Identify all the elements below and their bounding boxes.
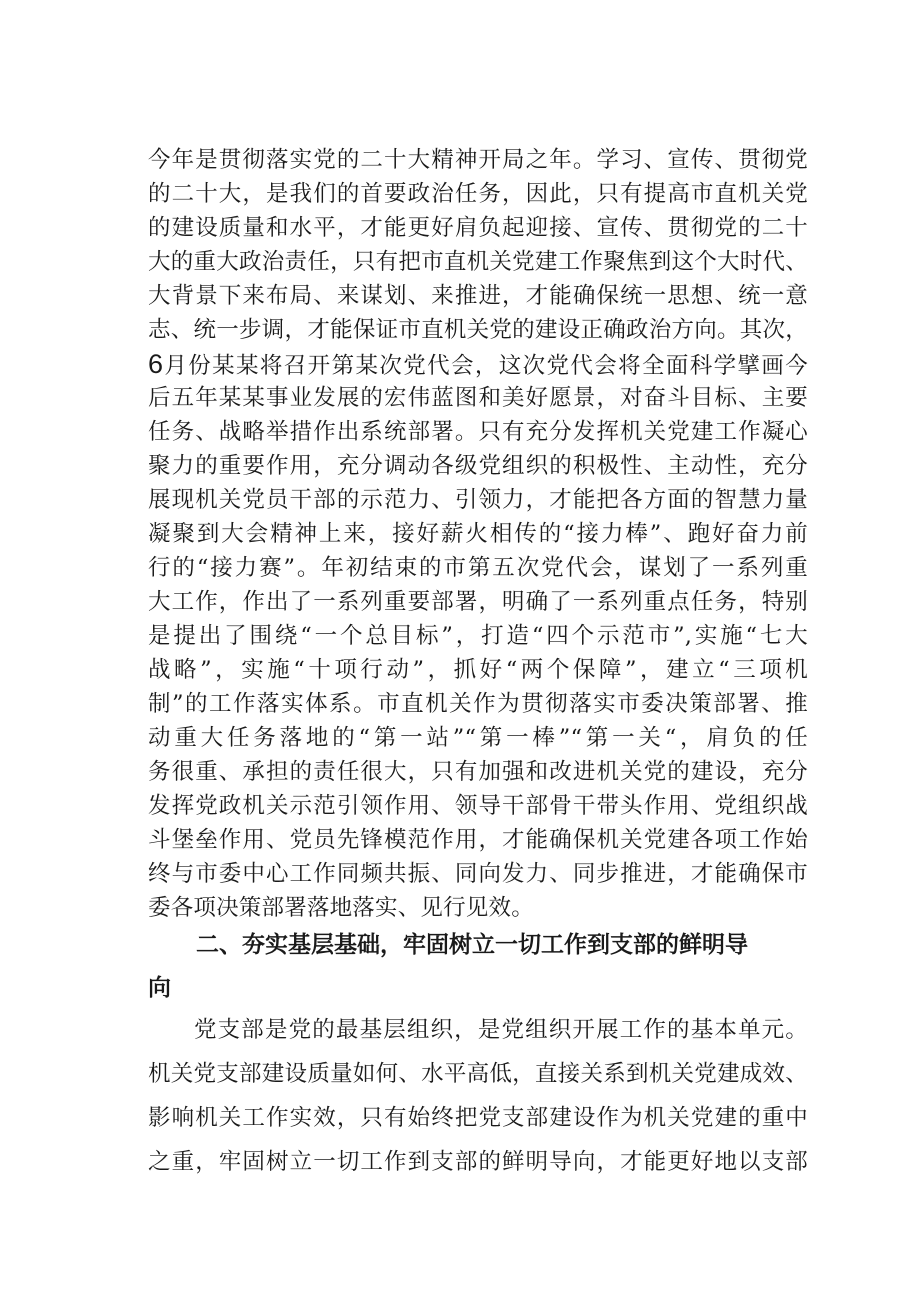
text-line: 斗堡垒作用、党员先锋模范作用，才能确保机关党建各项工作始: [148, 827, 808, 853]
section-heading: 二、夯实基层基础，牢固树立一切工作到支部的鲜明导: [196, 932, 748, 958]
text-line: 大工作，作出了一系列重要部署，明确了一系列重点任务，特别: [148, 589, 808, 615]
text-line: 行的“接力赛”。年初结束的市第五次党代会，谋划了一系列重: [148, 555, 808, 581]
text-line: 大的重大政治责任，只有把市直机关党建工作聚焦到这个大时代、: [148, 249, 808, 275]
month-numeral: 6: [148, 349, 164, 379]
text-line: 是提出了围绕“一个总目标”，打造“四个示范市”,实施“七大: [148, 623, 808, 649]
text-line: 动重大任务落地的“第一站”“第一棒”“第一关“，肩负的任: [148, 725, 808, 751]
text-line: 志、统一步调，才能保证市直机关党的建设正确政治方向。其次，: [148, 317, 808, 343]
text-line: 委各项决策部署落地落实、见行见效。: [148, 895, 534, 921]
text-line: 务很重、承担的责任很大，只有加强和改进机关党的建设，充分: [148, 759, 808, 785]
text-line: [148, 347, 808, 381]
text-line: 机关党支部建设质量如何、水平高低，直接关系到机关党建成效、: [148, 1061, 808, 1087]
text-line: 聚力的重要作用，充分调动各级党组织的积极性、主动性，充分: [148, 453, 808, 479]
text-line: 的建设质量和水平，才能更好肩负起迎接、宣传、贯彻党的二十: [148, 215, 808, 241]
text-line: 大背景下来布局、来谋划、来推进，才能确保统一思想、统一意: [148, 283, 808, 309]
text-line: 战略”，实施“十项行动”，抓好“两个保障”，建立“三项机: [148, 657, 808, 683]
text-line: 凝聚到大会精神上来，接好薪火相传的“接力棒”、跑好奋力前: [148, 521, 808, 547]
text-line: 制”的工作落实体系。市直机关作为贯彻落实市委决策部署、推: [148, 691, 808, 717]
text-line: 展现机关党员干部的示范力、引领力，才能把各方面的智慧力量: [148, 487, 808, 513]
section-heading-continuation: 向: [148, 975, 171, 1001]
text-line: 发挥党政机关示范引领作用、领导干部骨干带头作用、党组织战: [148, 793, 808, 819]
text-line: 的二十大，是我们的首要政治任务，因此，只有提高市直机关党: [148, 181, 808, 207]
text-line: 任务、战略举措作出系统部署。只有充分发挥机关党建工作凝心: [148, 419, 808, 445]
text-line: 终与市委中心工作同频共振、同向发力、同步推进，才能确保市: [148, 861, 808, 887]
text-line: 之重，牢固树立一切工作到支部的鲜明导向，才能更好地以支部: [148, 1149, 808, 1175]
text-line: 党支部是党的最基层组织，是党组织开展工作的基本单元。: [194, 1017, 808, 1043]
text-line: 今年是贯彻落实党的二十大精神开局之年。学习、宣传、贯彻党: [148, 147, 808, 173]
text-line: 后五年某某事业发展的宏伟蓝图和美好愿景，对奋斗目标、主要: [148, 385, 808, 411]
text-line: 影响机关工作实效，只有始终把党支部建设作为机关党建的重中: [148, 1105, 808, 1131]
text-line-remainder: 月份某某将召开第某次党代会，这次党代会将全面科学擘画今: [163, 353, 808, 379]
